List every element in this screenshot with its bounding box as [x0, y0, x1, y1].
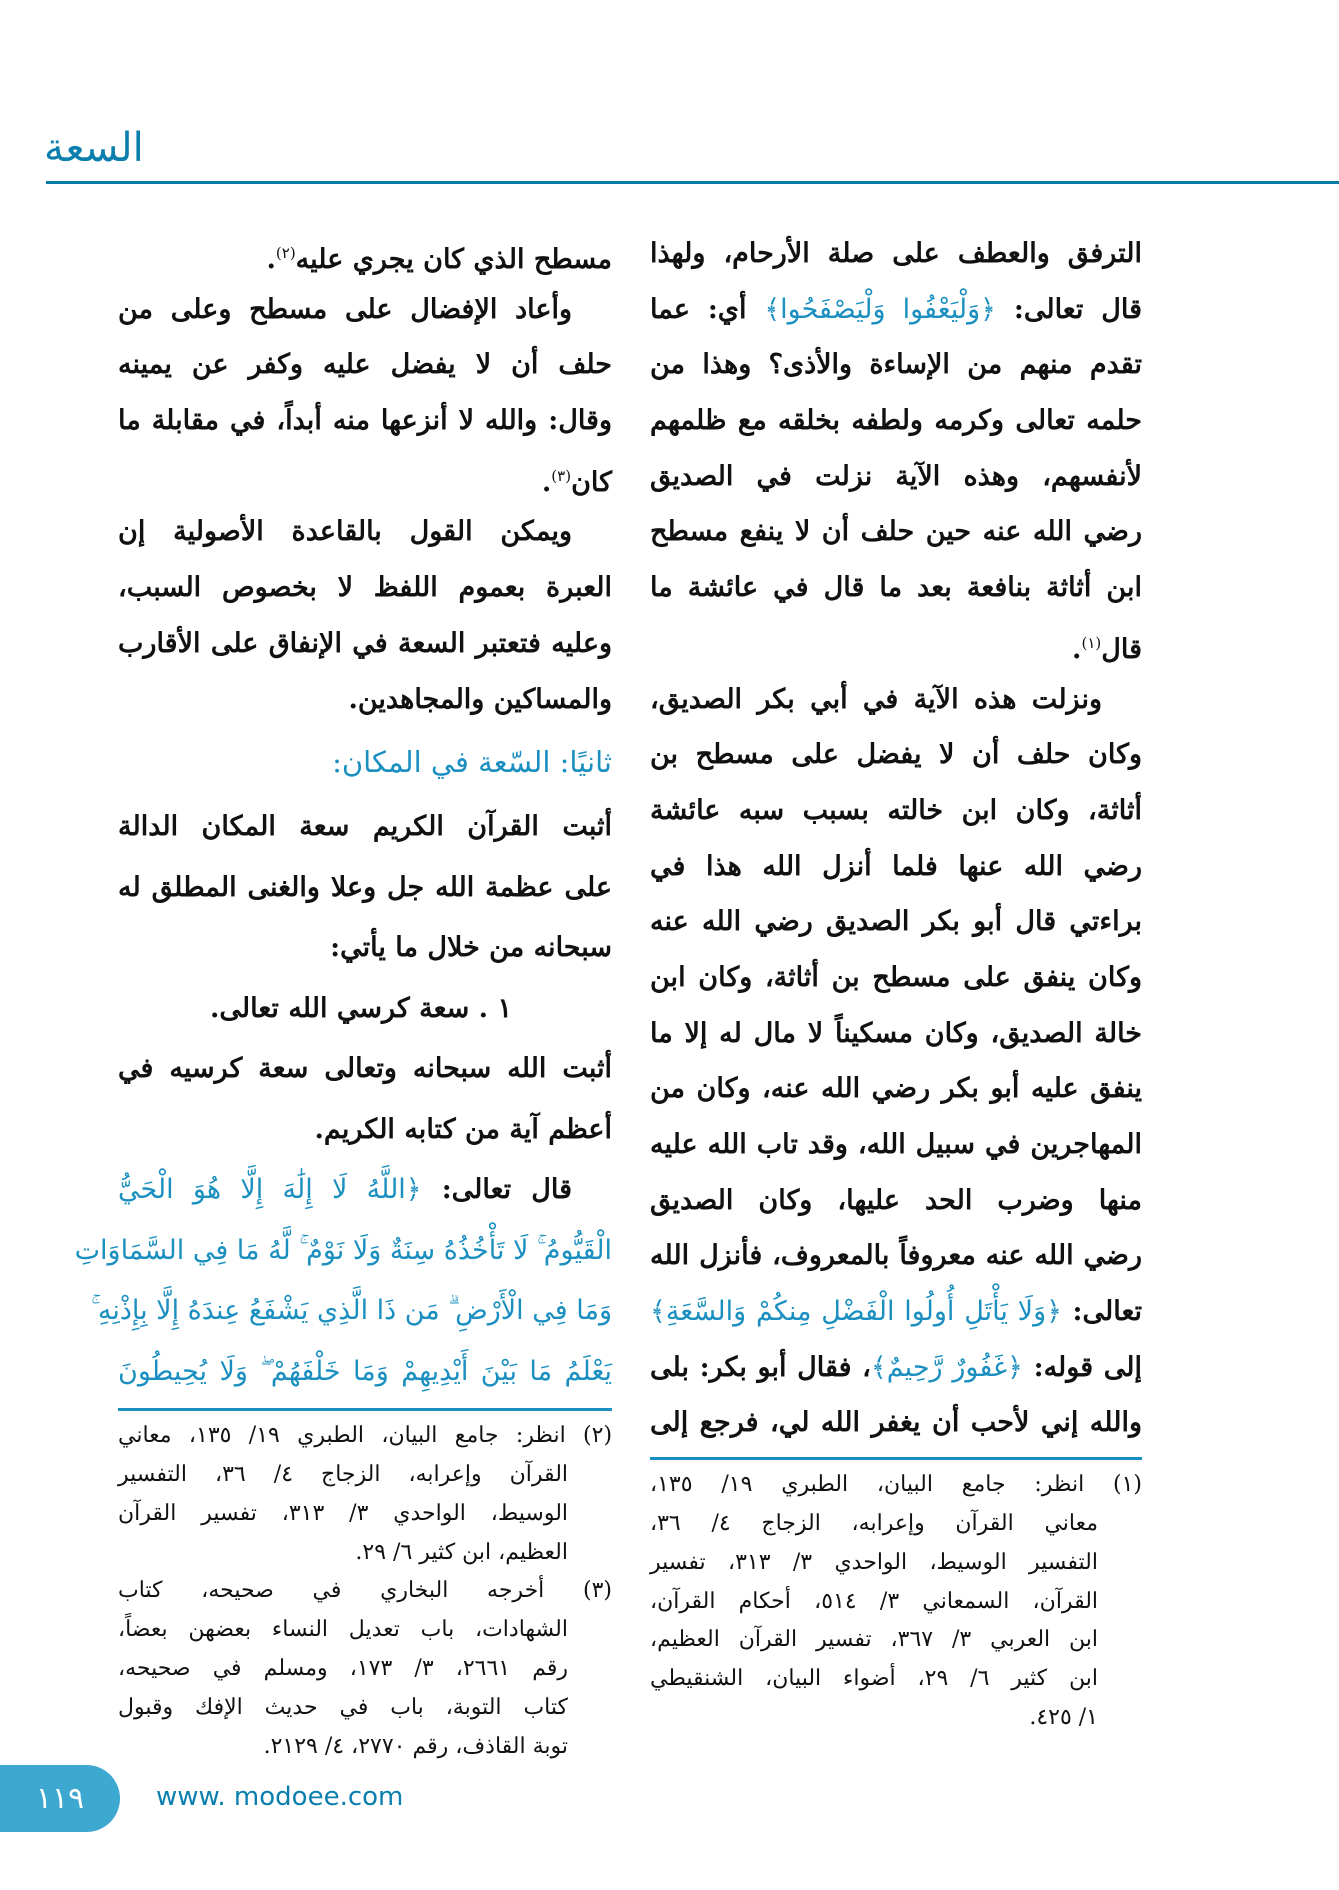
right-footnotes [650, 1466, 1142, 1738]
page-number-badge: ١١٩ [0, 1765, 120, 1832]
text: المهاجرين في سبيل الله، وقد تاب الله عليه [650, 1129, 1142, 1160]
text-line [118, 337, 612, 393]
text-line [650, 839, 1142, 895]
text-line [118, 858, 612, 919]
footnote-divider [650, 1457, 1142, 1460]
quran-verse: ﴿وَلْيَعْفُوا وَلْيَصْفَحُوا﴾ [764, 293, 996, 325]
text-line [91, 1281, 612, 1342]
footnote-line: (٢) انظر: جامع البيان، الطبري ١٩/ ١٣٥، معاني [118, 1423, 613, 1449]
text-line [118, 560, 612, 616]
footnote-ref[interactable]: (٢) [275, 244, 296, 262]
text: أعظم آية من كتابه الكريم. [314, 1113, 612, 1145]
text: . [266, 244, 276, 275]
text: أثبت الله سبحانه وتعالى سعة كرسيه في [118, 1053, 612, 1085]
quran-verse: الْقَيُّومُ ۚ لَا تَأْخُذُهُ سِنَةٌ وَلَا نَوْمٌ ۚ لَّهُ مَا فِي السَّمَاوَاتِ [74, 1234, 612, 1266]
text-line [650, 783, 1142, 839]
text: براءتي قال أبو بكر الصديق رضي الله عنه [650, 906, 1142, 938]
text: منها وضرب الحد عليها، وكان الصديق [650, 1184, 1142, 1216]
quran-verse: يَعْلَمُ مَا بَيْنَ أَيْدِيهِمْ وَمَا خَلْفَهُمْ ۖ وَلَا يُحِيطُونَ [118, 1355, 612, 1387]
text: مسطح الذي كان يجري عليه [295, 244, 612, 275]
text: . [1072, 633, 1082, 665]
text-line [118, 504, 612, 560]
text: وكان ينفق على مسطح بن أثاثة، وكان ابن [650, 961, 1142, 993]
text: قال تعالى: [995, 293, 1142, 325]
text-line [650, 504, 1142, 560]
text-line [118, 797, 612, 858]
footnote-line: ابن العربي ٣/ ٣٦٧، تفسير القرآن العظيم، [650, 1627, 1099, 1653]
text: ينفق عليه أبو بكر رضي الله عنه، وكان من [650, 1073, 1142, 1105]
text: قال [1101, 633, 1142, 665]
footnote-line: ابن كثير ٦/ ٢٩، أضواء البيان، الشنقيطي [650, 1666, 1099, 1692]
quran-verse: ﴿اللَّهُ لَا إِلَٰهَ إِلَّا هُوَ الْحَيُّ [118, 1174, 422, 1206]
text: سبحانه من خلال ما يأتي: [330, 932, 612, 964]
text-line [650, 560, 1142, 616]
chapter-title: السعة [44, 125, 144, 171]
text: تعالى: [1061, 1296, 1142, 1328]
footnote-line: (٣) أخرجه البخاري في صحيحه، كتاب [118, 1578, 612, 1604]
text-line [118, 1342, 612, 1403]
right-column-body [650, 226, 1142, 1451]
text: وقال: والله لا أنزعها منه أبداً، في مقابلة ما [118, 405, 612, 437]
right-column [650, 226, 1142, 1738]
footnote-line: معاني القرآن وإعرابه، الزجاج ٤/ ٣٦، [650, 1510, 1099, 1536]
text: أثبت القرآن الكريم سعة المكان الدالة [118, 811, 612, 843]
text: والله إني لأحب أن يغفر الله لي، فرجع إلى [650, 1407, 1142, 1439]
header-divider [46, 181, 1339, 184]
text: على عظمة الله جل وعلا والغنى المطلق له [118, 871, 612, 903]
text-line [650, 1284, 1142, 1340]
footnote-ref[interactable]: (١) [1081, 633, 1102, 652]
text: أثاثة، وكان ابن خالته بسبب سبه عائشة [650, 794, 1142, 826]
text-line [118, 918, 612, 979]
text-line [650, 894, 1142, 950]
text-line [650, 950, 1142, 1006]
website-link[interactable]: www. modoee.com [156, 1782, 404, 1812]
text-line [650, 1228, 1142, 1284]
text-line [118, 282, 612, 338]
section-heading: ثانيًا: السّعة في المكان: [332, 745, 612, 780]
text-line [118, 979, 612, 1040]
footnote-line: التفسير الوسيط، الواحدي ٣/ ٣١٣، تفسير [650, 1549, 1098, 1575]
text: حلمه تعالى وكرمه ولطفه بخلقه مع ظلمهم [650, 405, 1142, 437]
text: والمساكين والمجاهدين. [348, 683, 612, 715]
left-footnotes [118, 1417, 612, 1766]
text-line [650, 616, 1142, 672]
left-column-body-2 [74, 797, 612, 1402]
quran-verse: ﴿غَفُورٌ رَّحِيمٌ﴾ [870, 1351, 1023, 1383]
text-line [118, 1160, 612, 1221]
text-line [118, 449, 612, 505]
text: رضي الله عنها فلما أنزل الله هذا في [650, 850, 1142, 882]
text: . [541, 466, 552, 498]
text: حلف أن لا يفضل عليه وكفر عن يمينه [118, 349, 612, 381]
text-line [118, 672, 612, 728]
footnote-line: القرآن وإعرابه، الزجاج ٤/ ٣٦، التفسير [118, 1461, 569, 1487]
footnote-ref[interactable]: (٣) [551, 466, 572, 485]
footnote-line: ١/ ٤٢٥. [1029, 1704, 1098, 1730]
text: تقدم منهم من الإساءة والأذى؟ وهذا من [650, 349, 1142, 381]
text-line [650, 1340, 1142, 1396]
text-line [650, 1117, 1142, 1173]
text-line [650, 449, 1142, 505]
text: وكان حلف أن لا يفضل على مسطح بن [650, 739, 1142, 771]
text: ، فقال أبو بكر: بلى [650, 1351, 871, 1383]
footnote-divider [118, 1408, 612, 1411]
footnote-line: (١) انظر: جامع البيان، الطبري ١٩/ ١٣٥، [650, 1472, 1142, 1498]
text-line [650, 1006, 1142, 1062]
text: كان [571, 466, 612, 498]
footnote-line: الوسيط، الواحدي ٣/ ٣١٣، تفسير القرآن [118, 1500, 569, 1526]
footnote-line: القرآن، السمعاني ٣/ ٥١٤، أحكام القرآن، [650, 1588, 1099, 1614]
text-line [650, 337, 1142, 393]
quran-verse: ﴿وَلَا يَأْتَلِ أُولُوا الْفَضْلِ مِنكُمْ وَالسَّعَةِ﴾ [650, 1296, 1062, 1328]
text: وأعاد الإفضال على مسطح وعلى من [118, 293, 572, 325]
text-line [650, 1061, 1142, 1117]
text-line [650, 672, 1142, 728]
text-line [118, 226, 612, 282]
text: ابن أثاثة بنافعة بعد ما قال في عائشة ما [650, 572, 1142, 604]
text-line [650, 393, 1142, 449]
text: رضي الله عنه معروفاً بالمعروف، فأنزل الله [650, 1240, 1142, 1272]
text: قال تعالى: [421, 1174, 572, 1206]
footnote-line: الشهادات، باب تعديل النساء بعضهن بعضاً، [118, 1617, 568, 1643]
text-line [650, 226, 1142, 282]
text: ويمكن القول بالقاعدة الأصولية إن [118, 516, 572, 548]
text-line [650, 1395, 1142, 1451]
left-column [74, 226, 613, 1766]
footnote-line: العظيم، ابن كثير ٦/ ٢٩. [355, 1539, 568, 1565]
text: خالة الصديق، وكان مسكيناً لا مال له إلا ما [650, 1017, 1142, 1049]
quran-verse: وَمَا فِي الْأَرْضِ ۗ مَن ذَا الَّذِي يَشْفَعُ عِندَهُ إِلَّا بِإِذْنِهِ ۚ [91, 1295, 612, 1327]
text: رضي الله عنه حين حلف أن لا ينفع مسطح [650, 516, 1142, 548]
text: لأنفسهم، وهذه الآية نزلت في الصديق [650, 460, 1142, 492]
footnote-line: كتاب التوبة، باب في حديث الإفك وقبول [118, 1694, 568, 1720]
text: ونزلت هذه الآية في أبي بكر الصديق، [650, 683, 1102, 715]
text-line [118, 1100, 612, 1161]
left-column-body [118, 226, 612, 727]
text-line [650, 1173, 1142, 1229]
text: إلى قوله: [1022, 1351, 1142, 1383]
text: العبرة بعموم اللفظ لا بخصوص السبب، [118, 572, 612, 604]
footnote-line: توبة القاذف، رقم ٢٧٧٠، ٤/ ٢١٢٩. [263, 1733, 568, 1759]
text-line [118, 393, 612, 449]
text-line [118, 1039, 612, 1100]
text: أي: عما [650, 293, 765, 325]
footnote-line: رقم ٢٦٦١، ٣/ ١٧٣، ومسلم في صحيحه، [118, 1655, 568, 1681]
text-line [650, 282, 1142, 338]
text: الترفق والعطف على صلة الأرحام، ولهذا [650, 238, 1142, 269]
text-line [118, 616, 612, 672]
text-line [650, 727, 1142, 783]
text-line [74, 1221, 612, 1282]
text: وعليه فتعتبر السعة في الإنفاق على الأقارب [118, 627, 612, 659]
text: ١ . سعة كرسي الله تعالى. [210, 992, 512, 1024]
